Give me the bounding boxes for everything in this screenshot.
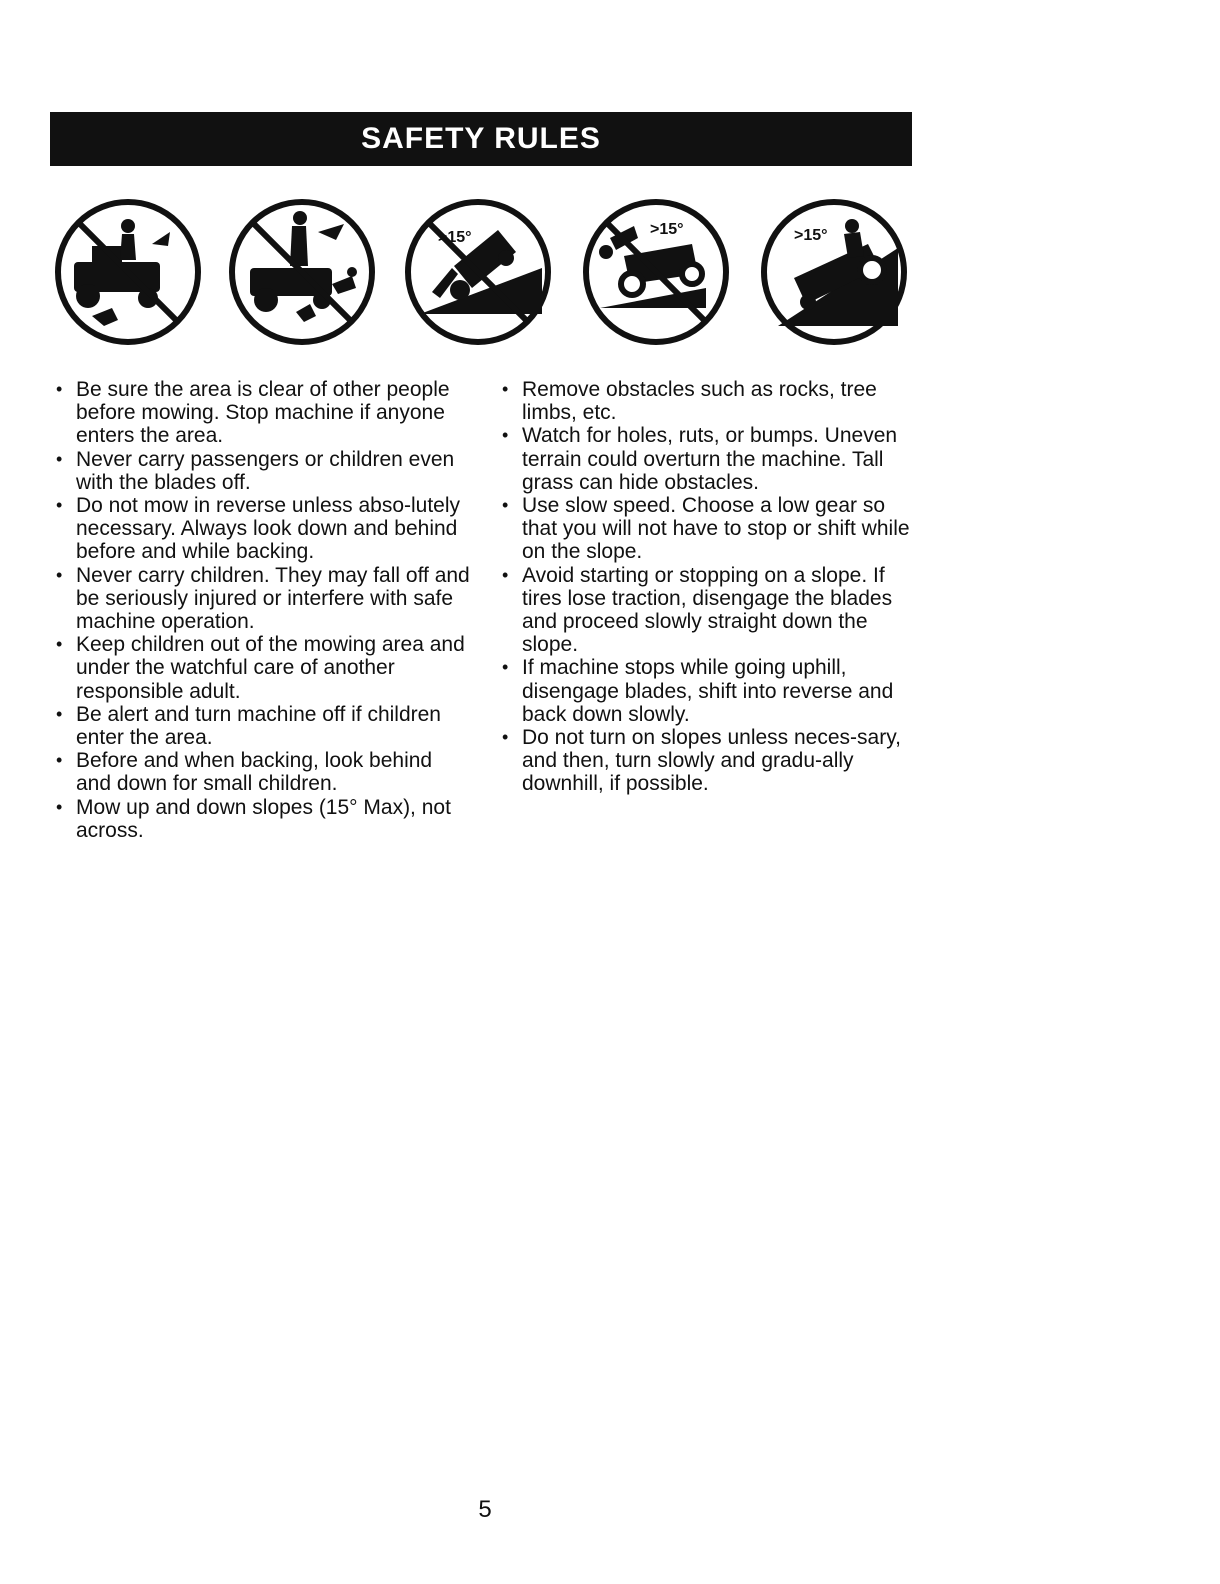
slope-angle-label: >15° (438, 229, 472, 246)
list-item: • Never carry passengers or children even with the blades off. (52, 448, 472, 494)
list-item: • Avoid starting or stopping on a slope. If tires lose traction, disengage the blades and proceed slowly straight down the slope. (498, 564, 918, 657)
slope-angle-label: >15° (794, 227, 828, 244)
no-reverse-child-icon (226, 196, 378, 348)
list-item: • Keep children out of the mowing area and under the watchful care of another responsible adult. (52, 633, 472, 703)
list-item: • Use slow speed. Choose a low gear so that you will not have to stop or shift while on the slope. (498, 494, 918, 564)
page-number: 5 (478, 1496, 492, 1523)
list-item: • Before and when backing, look behind and down for small children. (52, 749, 472, 795)
rules-list-right (498, 378, 918, 796)
list-item: • Mow up and down slopes (15° Max), not across. (52, 796, 472, 842)
list-item: • Never carry children. They may fall off and be seriously injured or interfere with safe machine operation. (52, 564, 472, 634)
list-item: • Do not turn on slopes unless neces-sary, and then, turn slowly and gradu-ally downhill, if possible. (498, 726, 918, 796)
list-item: • Be sure the area is clear of other people before mowing. Stop machine if anyone enters the area. (52, 378, 472, 448)
list-item: • Do not mow in reverse unless abso-lutely necessary. Always look down and behind before and while backing. (52, 494, 472, 564)
list-item: • If machine stops while going uphill, disengage blades, shift into reverse and back down slowly. (498, 656, 918, 726)
slope-rollover-icon (580, 196, 732, 348)
list-item: • Watch for holes, ruts, or bumps. Uneven terrain could overturn the machine. Tall grass can hide obstacles. (498, 424, 918, 494)
steep-slope-icon (758, 196, 910, 348)
list-item: • Be alert and turn machine off if children enter the area. (52, 703, 472, 749)
slope-limit-icon (402, 196, 554, 348)
rules-list-left (52, 378, 472, 842)
list-item: • Remove obstacles such as rocks, tree limbs, etc. (498, 378, 918, 424)
section-header-banner (50, 112, 912, 166)
no-passengers-icon (52, 196, 204, 348)
page-title: SAFETY RULES (361, 122, 601, 155)
safety-pictograms (0, 196, 1220, 356)
slope-angle-label: >15° (650, 221, 684, 238)
